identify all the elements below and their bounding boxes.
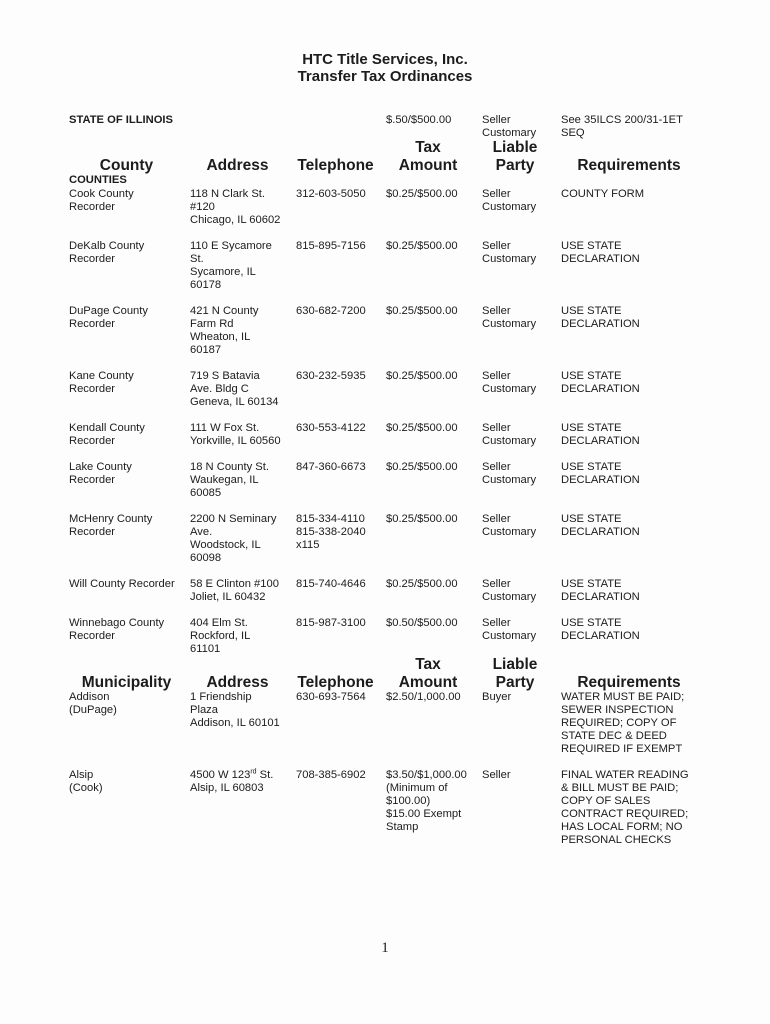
county-name: DeKalb County Recorder [69, 240, 145, 265]
county-requirements: USE STATE DECLARATION [561, 461, 640, 486]
municipality-name: Addison (DuPage) [69, 691, 117, 716]
address-street-suffix: St. [256, 769, 274, 781]
county-requirements: USE STATE DECLARATION [561, 617, 640, 642]
county-phone: 630-232-5935 [296, 370, 366, 382]
county-phone: 312-603-5050 [296, 188, 366, 200]
county-address: 2200 N Seminary Ave. Woodstock, IL 60098 [190, 513, 277, 564]
municipality-tax-amount: $3.50/$1,000.00 (Minimum of $100.00) $15.00 Exempt Stamp [386, 769, 467, 833]
county-phone: 815-895-7156 [296, 240, 366, 252]
document-subtitle: Transfer Tax Ordinances [297, 68, 473, 85]
county-tax-amount: $0.25/$500.00 [386, 188, 458, 200]
county-address: 111 W Fox St. Yorkville, IL 60560 [190, 422, 281, 447]
county-requirements: USE STATE DECLARATION [561, 422, 640, 447]
county-liable-party: Seller Customary [482, 513, 537, 538]
county-phone: 630-553-4122 [296, 422, 366, 434]
municipality-tax-amount: $2.50/1,000.00 [386, 691, 461, 703]
municipality-phone: 708-385-6902 [296, 769, 366, 781]
county-phone: 815-740-4646 [296, 578, 366, 590]
county-name: Kane County Recorder [69, 370, 134, 395]
county-requirements: USE STATE DECLARATION [561, 513, 640, 538]
header-liable-party: Liable Party [492, 139, 538, 174]
header-address: Address [206, 674, 269, 691]
county-requirements: USE STATE DECLARATION [561, 578, 640, 603]
state-name: STATE OF ILLINOIS [69, 114, 173, 126]
state-tax-amount: $.50/$500.00 [386, 114, 452, 126]
county-liable-party: Seller Customary [482, 188, 537, 213]
counties-label: COUNTIES [69, 174, 127, 186]
county-address: 421 N County Farm Rd Wheaton, IL 60187 [190, 305, 259, 356]
county-liable-party: Seller Customary [482, 240, 537, 265]
county-name: Winnebago County Recorder [69, 617, 165, 642]
header-tax-amount: Tax Amount [398, 139, 458, 174]
document-title: HTC Title Services, Inc. [302, 51, 468, 68]
county-name: McHenry County Recorder [69, 513, 153, 538]
county-phone: 815-334-4110 815-338-2040 x115 [296, 513, 366, 551]
county-liable-party: Seller Customary [482, 370, 537, 395]
county-address: 58 E Clinton #100 Joliet, IL 60432 [190, 578, 279, 603]
header-liable-party: Liable Party [492, 656, 538, 691]
county-address: 18 N County St. Waukegan, IL 60085 [190, 461, 269, 499]
county-phone: 847-360-6673 [296, 461, 366, 473]
state-requirements: See 35ILCS 200/31-1ET SEQ [561, 114, 683, 139]
address-city: Alsip, IL 60803 [190, 782, 264, 794]
header-telephone: Telephone [297, 157, 374, 174]
header-tax-amount: Tax Amount [398, 656, 458, 691]
county-requirements: COUNTY FORM [561, 188, 645, 200]
municipality-liable-party: Seller [482, 769, 511, 781]
page-number: 1 [381, 940, 389, 956]
county-requirements: USE STATE DECLARATION [561, 370, 640, 395]
county-tax-amount: $0.50/$500.00 [386, 617, 458, 629]
county-tax-amount: $0.25/$500.00 [386, 422, 458, 434]
header-requirements: Requirements [577, 157, 681, 174]
county-address: 719 S Batavia Ave. Bldg C Geneva, IL 60134 [190, 370, 279, 408]
header-county: County [99, 157, 154, 174]
municipality-address: 1 Friendship Plaza Addison, IL 60101 [190, 691, 280, 729]
county-name: Kendall County Recorder [69, 422, 145, 447]
county-name: Lake County Recorder [69, 461, 132, 486]
county-tax-amount: $0.25/$500.00 [386, 305, 458, 317]
county-requirements: USE STATE DECLARATION [561, 305, 640, 330]
address-ordinal: rd [250, 768, 257, 776]
address-street: 4500 W 123 [190, 769, 251, 781]
county-tax-amount: $0.25/$500.00 [386, 461, 458, 473]
county-liable-party: Seller Customary [482, 578, 537, 603]
county-liable-party: Seller Customary [482, 461, 537, 486]
county-liable-party: Seller Customary [482, 617, 537, 642]
county-phone: 815-987-3100 [296, 617, 366, 629]
state-liable-party: Seller Customary [482, 114, 537, 139]
county-address: 110 E Sycamore St. Sycamore, IL 60178 [190, 240, 272, 291]
header-requirements: Requirements [577, 674, 681, 691]
municipality-requirements: WATER MUST BE PAID; SEWER INSPECTION REQUIRED; COPY OF STATE DEC & DEED REQUIRED IF EXEMPT [561, 691, 685, 755]
county-address: 404 Elm St. Rockford, IL 61101 [190, 617, 251, 655]
county-tax-amount: $0.25/$500.00 [386, 370, 458, 382]
municipality-name: Alsip (Cook) [69, 769, 103, 794]
municipality-liable-party: Buyer [482, 691, 512, 703]
county-liable-party: Seller Customary [482, 305, 537, 330]
county-tax-amount: $0.25/$500.00 [386, 578, 458, 590]
county-name: Will County Recorder [69, 578, 175, 590]
municipality-phone: 630-693-7564 [296, 691, 366, 703]
header-telephone: Telephone [297, 674, 374, 691]
county-name: DuPage County Recorder [69, 305, 148, 330]
county-tax-amount: $0.25/$500.00 [386, 240, 458, 252]
municipality-requirements: FINAL WATER READING & BILL MUST BE PAID; COPY OF SALES CONTRACT REQUIRED; HAS LOCAL FORM; NO PERSONAL CHECKS [561, 769, 689, 846]
county-phone: 630-682-7200 [296, 305, 366, 317]
county-tax-amount: $0.25/$500.00 [386, 513, 458, 525]
county-liable-party: Seller Customary [482, 422, 537, 447]
header-address: Address [206, 157, 269, 174]
county-address: 118 N Clark St. #120 Chicago, IL 60602 [190, 188, 281, 226]
county-name: Cook County Recorder [69, 188, 134, 213]
header-municipality: Municipality [81, 674, 172, 691]
county-requirements: USE STATE DECLARATION [561, 240, 640, 265]
municipality-address [190, 769, 290, 795]
